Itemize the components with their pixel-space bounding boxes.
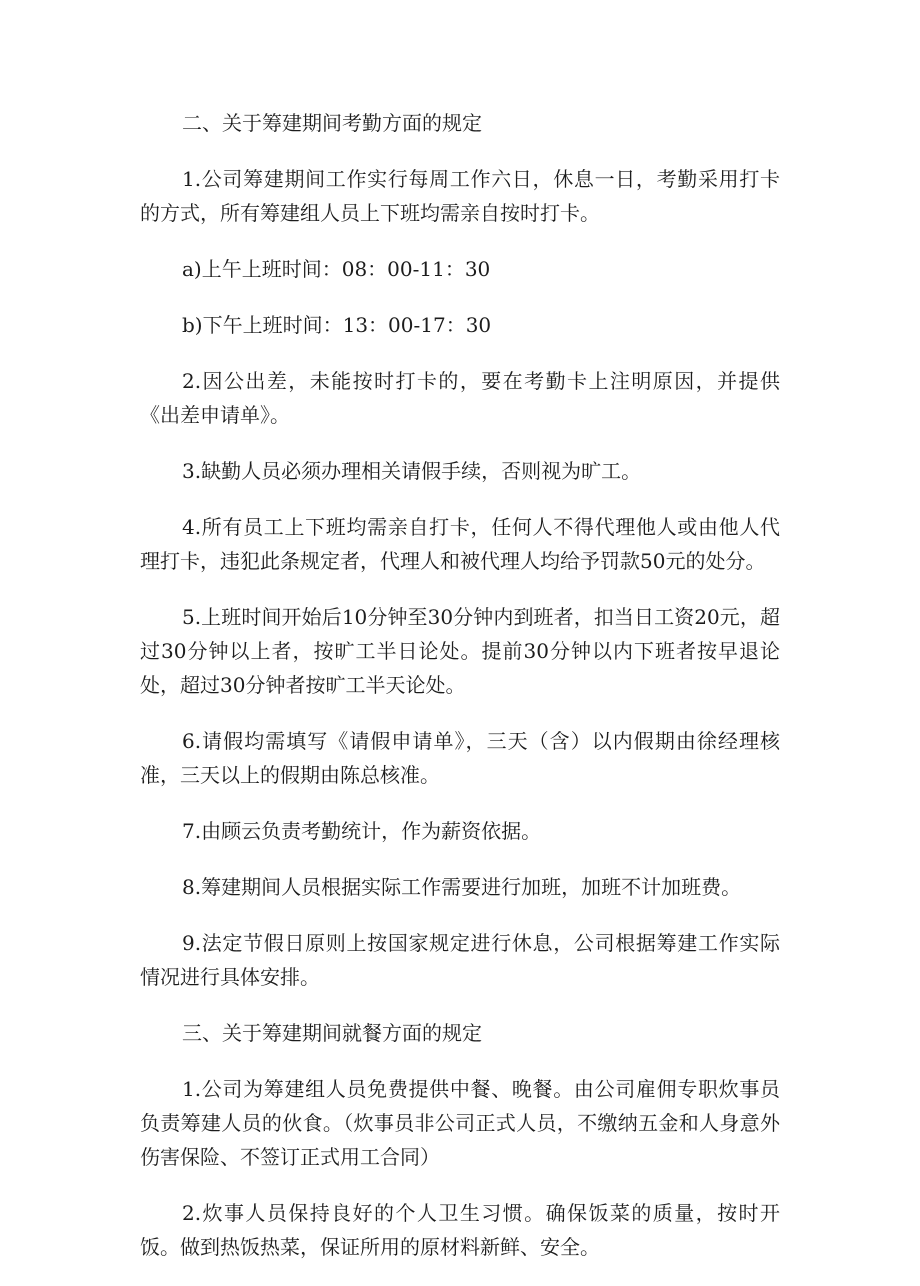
attendance-rule-4: 4.所有员工上下班均需亲自打卡，任何人不得代理他人或由他人代理打卡，违犯此条规定者，代理人和被代理人均给予罚款50元的处分。 <box>140 515 780 573</box>
dining-rule-2: 2.炊事人员保持良好的个人卫生习惯。确保饭菜的质量，按时开饭。做到热饭热菜，保证所用的原材料新鲜、安全。 <box>140 1201 780 1259</box>
section-heading-dining: 三、关于筹建期间就餐方面的规定 <box>182 1021 482 1045</box>
attendance-rule-1: 1.公司筹建期间工作实行每周工作六日，休息一日，考勤采用打卡的方式，所有筹建组人员上下班均需亲自按时打卡。 <box>140 167 780 225</box>
attendance-rule-9: 9.法定节假日原则上按国家规定进行休息，公司根据筹建工作实际情况进行具体安排。 <box>140 931 780 989</box>
section-heading-attendance: 二、关于筹建期间考勤方面的规定 <box>182 111 482 135</box>
attendance-rule-8: 8.筹建期间人员根据实际工作需要进行加班，加班不计加班费。 <box>182 875 742 899</box>
afternoon-hours: b)下午上班时间：13：00-17：30 <box>182 313 492 337</box>
attendance-rule-3: 3.缺勤人员必须办理相关请假手续，否则视为旷工。 <box>182 459 642 483</box>
document-body <box>140 106 780 1286</box>
morning-hours: a)上午上班时间：08：00-11：30 <box>182 257 491 281</box>
dining-rule-1: 1.公司为筹建组人员免费提供中餐、晚餐。由公司雇佣专职炊事员负责筹建人员的伙食。（炊事员非公司正式人员，不缴纳五金和人身意外伤害保险、不签订正式用工合同） <box>140 1077 780 1169</box>
attendance-rule-6: 6.请假均需填写《请假申请单》，三天（含）以内假期由徐经理核准，三天以上的假期由陈总核准。 <box>140 729 780 787</box>
attendance-rule-2: 2.因公出差，未能按时打卡的，要在考勤卡上注明原因，并提供《出差申请单》。 <box>140 369 780 427</box>
attendance-rule-7: 7.由顾云负责考勤统计，作为薪资依据。 <box>182 819 542 843</box>
attendance-rule-5: 5.上班时间开始后10分钟至30分钟内到班者，扣当日工资20元，超过30分钟以上者，按旷工半日论处。提前30分钟以内下班者按早退论处，超过30分钟者按旷工半天论处。 <box>140 605 780 697</box>
